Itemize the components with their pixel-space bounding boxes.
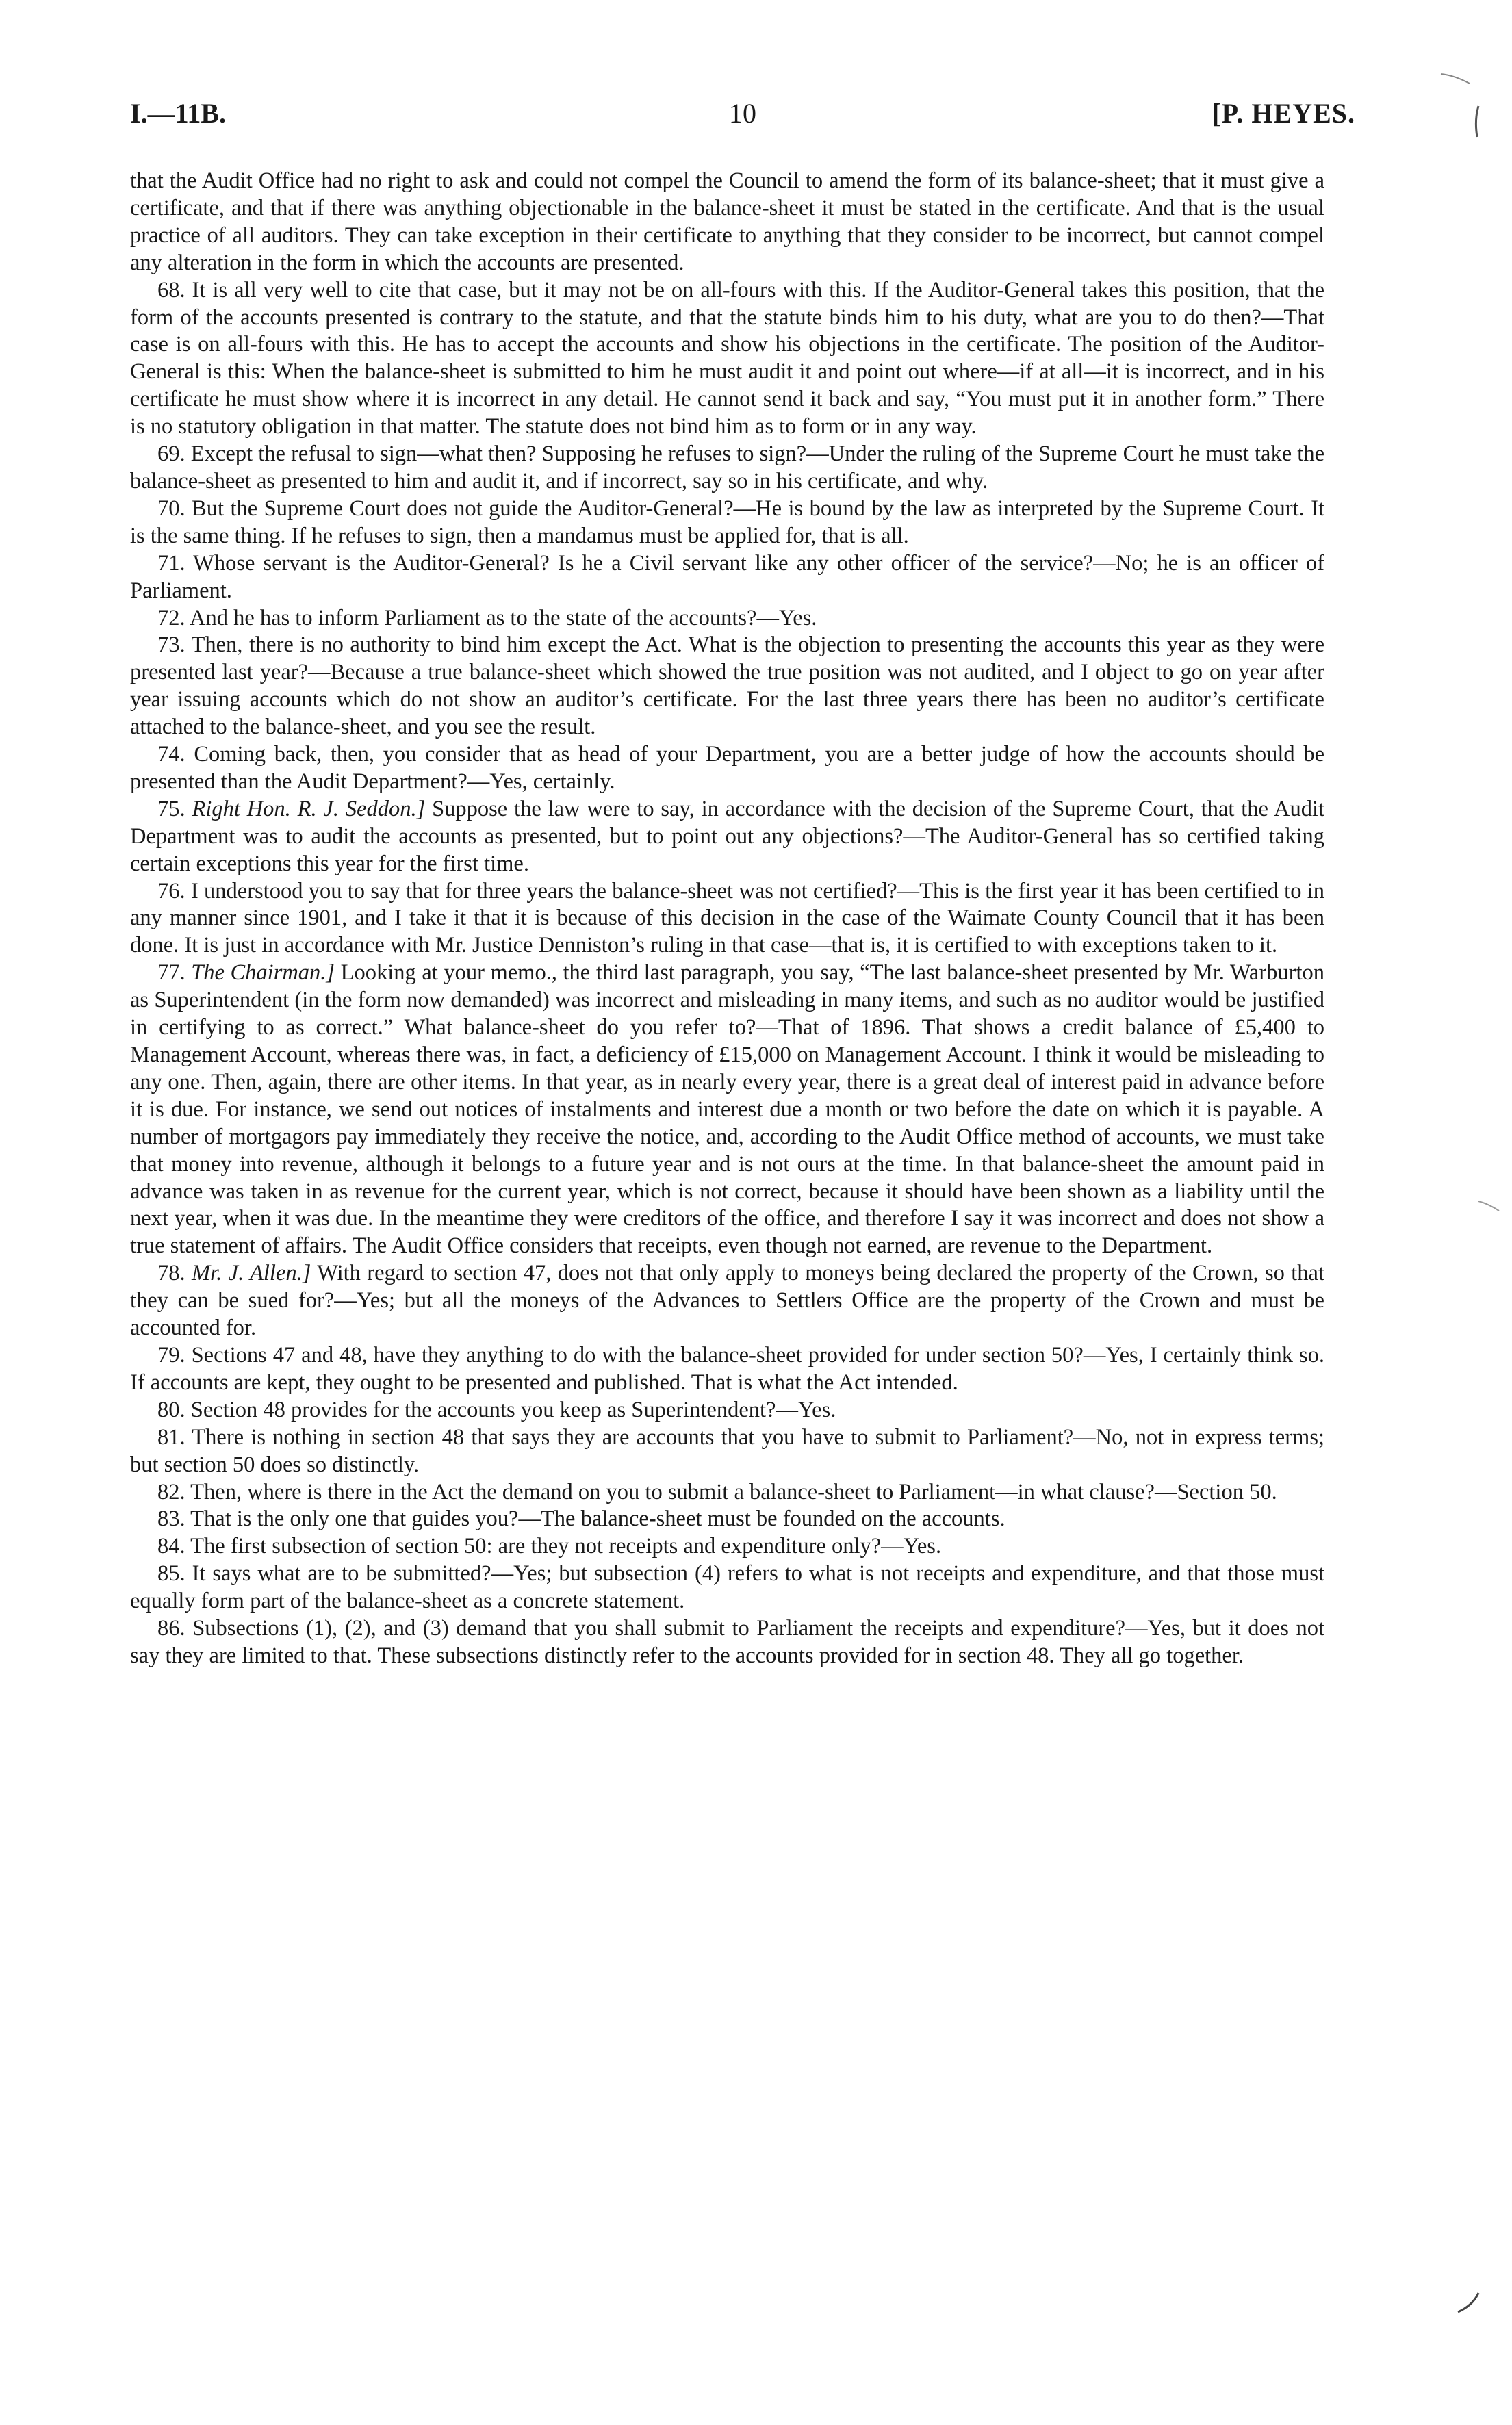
question-number: 85. (157, 1561, 185, 1587)
paragraph (130, 632, 1324, 741)
paragraph (130, 1260, 1324, 1342)
speaker-name: Right Hon. R. J. Seddon.] (192, 796, 426, 821)
paragraph (130, 960, 1324, 1260)
paragraph-text: And he has to inform Parliament as to the state of the accounts?—Yes. (189, 605, 817, 630)
paragraph-text: Except the refusal to sign—what then? Supposing he refuses to sign?—Under the ruling of the Supreme Court he must take the balance-sheet as presented to him and audit it, and if incorrect, say so in his certificate, and why. (130, 441, 1325, 493)
paragraph-text: Whose servant is the Auditor-General? Is he a Civil servant like any other officer of the service?—No; he is an officer of Parliament. (130, 550, 1324, 603)
paragraph-text: There is nothing in section 48 that says they are accounts that you have to submit to Parliament?—No, not in express terms; but section 50 does so distinctly. (130, 1424, 1324, 1477)
paragraph-text: Suppose the law were to say, in accordance with the decision of the Supreme Court, that the Audit Department was to audit the accounts as presented, but to point out any objections?—The Auditor-General has so certified taking certain exceptions this year for the first time. (130, 796, 1324, 876)
page-number: 10 (729, 98, 756, 129)
question-number: 86. (157, 1616, 185, 1641)
question-number: 81. (157, 1424, 185, 1450)
paragraph-text: The first subsection of section 50: are they not receipts and expenditure only?—Yes. (190, 1534, 942, 1559)
question-number: 79. (157, 1342, 185, 1368)
paragraph (130, 1615, 1324, 1670)
question-number: 71. (157, 550, 185, 576)
right-margin-mark (1478, 1201, 1499, 1211)
question-number: 74. (157, 742, 185, 767)
paragraph (130, 741, 1324, 796)
question-number: 75. (157, 796, 185, 821)
question-number: 72. (157, 605, 185, 630)
speaker-name: The Chairman.] (191, 960, 335, 986)
top-right-pen-mark-tip (1441, 74, 1470, 84)
paragraph-text: Section 48 provides for the accounts you keep as Superintendent?—Yes. (190, 1397, 836, 1422)
paragraph-text: Coming back, then, you consider that as head of your Department, you are a better judge of how the accounts should be presented than the Audit Department?—Yes, certainly. (130, 742, 1325, 794)
paragraph (130, 441, 1324, 496)
question-number: 76. (157, 878, 185, 903)
paragraph (130, 550, 1324, 605)
paragraph (130, 796, 1324, 878)
paragraph-text: I understood you to say that for three years the balance-sheet was not certified?—This is the first year it has been certified to in any manner since 1901, and I take it that it is because of this decision in the case of the Waimate County Council that it has been done. It is just in accordance with Mr. Justice Denniston’s ruling in that case—that is, it is certified to with exceptions taken to it. (130, 878, 1325, 958)
page-header (130, 97, 1355, 145)
question-number: 73. (157, 632, 185, 658)
paragraph-text: Then, where is there in the Act the demand on you to submit a balance-sheet to Parliament—in what clause?—Section 50. (190, 1479, 1277, 1504)
paragraph (130, 168, 1324, 277)
question-number: 83. (157, 1506, 185, 1532)
paragraph-text: Then, there is no authority to bind him except the Act. What is the objection to presenting the accounts this year as they were presented last year?—Because a true balance-sheet which showed the true position was not audited, and I object to go on year after year issuing accounts which do not show an auditor’s certificate. For the last three years there has been no auditor’s certificate attached to the balance-sheet, and you see the result. (130, 632, 1324, 740)
paragraph (130, 1533, 1324, 1561)
question-number: 78. (157, 1261, 185, 1286)
document-reference: I.—11B. (130, 98, 227, 129)
question-number: 70. (157, 496, 185, 521)
paragraph (130, 1397, 1324, 1424)
paragraph (130, 1479, 1324, 1506)
paragraph-text: Looking at your memo., the third last paragraph, you say, “The last balance-sheet presented by Mr. Warburton as Superintendent (in the form now demanded) was incorrect and misleading in many items, and such as no auditor would be justified in certifying to as correct.” What balance-sheet do you refer to?—That of 1896. That shows a credit balance of £5,400 to Management Account, whereas there was, in fact, a deficiency of £15,000 on Management Account. I think it would be misleading to any one. Then, again, there are other items. In that year, as in nearly every year, there is a great deal of interest paid in advance before it is due. For instance, we send out notices of instalments and interest due a month or two before the date on which it is payable. A number of mortgagors pay immediately they receive the notice, and, according to the Audit Office method of accounts, we must take that money into revenue, although it belongs to a future year and is not ours at the time. In that balance-sheet the amount paid in advance was taken in as revenue for the current year, which is not correct, because it should have been shown as a liability until the next year, when it was due. In the meantime they were creditors of the office, and therefore I say it was incorrect and does not show a true statement of affairs. The Audit Office considers that receipts, even though not earned, are revenue to the Department. (130, 960, 1325, 1259)
bottom-right-pen-mark (1458, 2293, 1478, 2312)
question-number: 80. (157, 1397, 185, 1422)
paragraph (130, 878, 1324, 960)
speaker-name: Mr. J. Allen.] (192, 1261, 311, 1286)
paragraph-text: It is all very well to cite that case, but it may not be on all-fours with this. If the Auditor-General takes this position, that the form of the accounts presented is contrary to the statute, and that the statute binds him to his duty, what are you to do then?—That case is on all-fours with this. He has to accept the accounts and show his objections in the certificate. The position of the Auditor-General is this: When the balance-sheet is submitted to him he must audit it and point out where—if at all—it is incorrect, and in his certificate he must show where it is incorrect in any detail. He cannot send it back and say, “You must put it in another form.” There is no statutory obligation in that matter. The statute does not bind him as to form or in any way. (130, 277, 1325, 439)
paragraph (130, 1342, 1324, 1397)
paragraph-text: That is the only one that guides you?—The balance-sheet must be founded on the accounts. (190, 1506, 1005, 1532)
paragraph (130, 277, 1324, 441)
paragraph-text: With regard to section 47, does not that only apply to moneys being declared the property of the Crown, so that they can be sued for?—Yes; but all the moneys of the Advances to Settlers Office are the property of the Crown and must be accounted for. (130, 1261, 1324, 1341)
paragraph (130, 605, 1324, 632)
paragraph (130, 1561, 1324, 1615)
question-number: 77. (157, 960, 185, 986)
top-right-pen-mark (1476, 106, 1478, 137)
paragraph-text: that the Audit Office had no right to ask and could not compel the Council to amend the form of its balance-sheet; that it must give a certificate, and that if there was anything objectionable in the balance-sheet it must be stated in the certificate. And that is the usual practice of all auditors. They can take exception in their certificate to anything that they consider to be incorrect, but cannot compel any alteration in the form in which the accounts are presented. (130, 168, 1324, 275)
paragraph-text: It says what are to be submitted?—Yes; but subsection (4) refers to what is not receipts and expenditure, and that those must equally form part of the balance-sheet as a concrete statement. (130, 1561, 1324, 1614)
question-number: 84. (157, 1534, 185, 1559)
paragraph (130, 496, 1324, 550)
question-number: 68. (157, 277, 185, 303)
paragraph-text: Sections 47 and 48, have they anything to do with the balance-sheet provided for under section 50?—Yes, I certainly think so. If accounts are kept, they ought to be presented and published. That is what the Act intended. (130, 1342, 1325, 1395)
witness-name: [P. HEYES. (1212, 98, 1355, 129)
question-number: 69. (157, 441, 185, 467)
question-number: 82. (157, 1479, 185, 1504)
paragraph-text: Subsections (1), (2), and (3) demand that you shall submit to Parliament the receipts and expenditure?—Yes, but it does not say they are limited to that. These subsections distinctly refer to the accounts provided for in section 48. They all go together. (130, 1616, 1324, 1668)
evidence-text (130, 168, 1324, 1670)
paragraph (130, 1506, 1324, 1533)
paragraph-text: But the Supreme Court does not guide the Auditor-General?—He is bound by the law as interpreted by the Supreme Court. It is the same thing. If he refuses to sign, then a mandamus must be applied for, that is all. (130, 496, 1324, 548)
paragraph (130, 1424, 1324, 1479)
